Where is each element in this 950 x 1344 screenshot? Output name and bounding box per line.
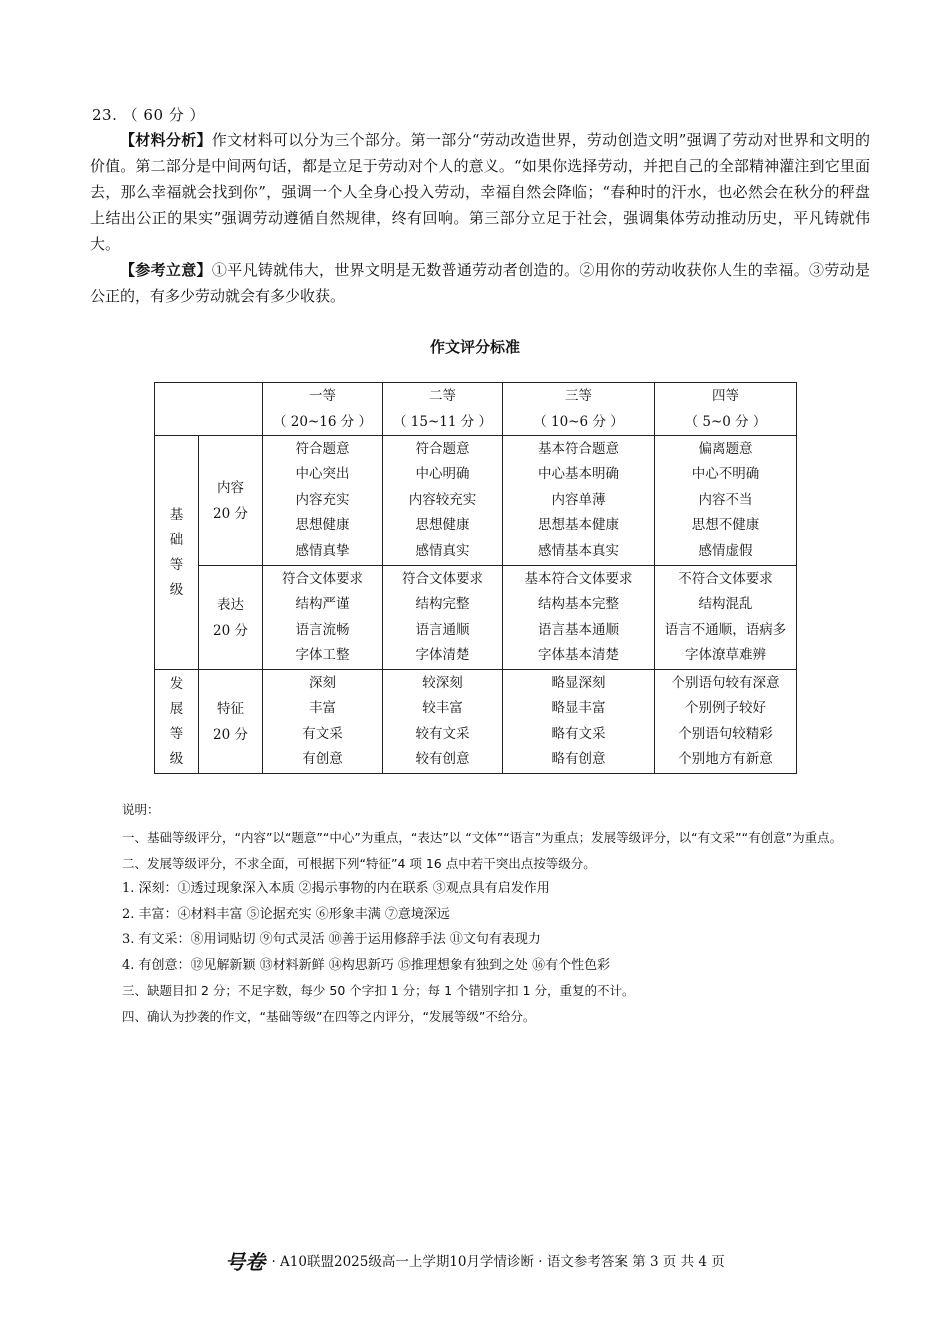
criterion: 中心基本明确 [538, 466, 619, 483]
reference-theme-text: ①平凡铸就伟大，世界文明是无数普通劳动者创造的。②用你的劳动收获你人生的幸福。③劳动是公正的，有多少劳动就会有多少收获。 [90, 261, 870, 305]
criterion: 思想不健康 [691, 517, 760, 534]
criterion: 结构完整 [415, 596, 470, 612]
development-level-label [155, 670, 199, 774]
grade-4-name: 四等 [712, 388, 739, 404]
grade-2-name: 二等 [429, 388, 456, 404]
criterion: 基本符合文体要求 [524, 570, 633, 587]
criterion: 语言不通顺，语病多 [664, 621, 787, 638]
criterion: 略显丰富 [551, 700, 606, 716]
note-4: 四、确认为抄袭的作文，“基础等级”在四等之内评分，“发展等级”不给分。 [122, 1008, 536, 1024]
expression-grade-2 [383, 566, 503, 670]
criterion: 基本符合题意 [538, 440, 619, 457]
criterion: 内容充实 [295, 491, 350, 508]
criterion: 感情真挚 [295, 542, 350, 559]
grading-table [154, 382, 797, 774]
criterion: 字体潦草难辨 [685, 647, 766, 663]
basic-label-char: 等 [169, 556, 184, 573]
criterion: 偏离题意 [698, 440, 753, 457]
content-grade-1 [263, 436, 383, 566]
header-blank-cell [155, 383, 263, 436]
content-points: 20 分 [213, 505, 248, 522]
grade-2-range: （ 15~11 分 ） [392, 414, 493, 430]
expression-row [155, 566, 797, 670]
criterion: 字体清楚 [415, 647, 470, 663]
feature-points: 20 分 [213, 726, 248, 743]
criterion: 个别地方有新意 [678, 751, 773, 767]
note-2-item: 1. 深刻：①透过现象深入本质 ②揭示事物的内在联系 ③观点具有启发作用 [122, 881, 550, 896]
reference-theme [90, 257, 870, 309]
footer-text: · A10联盟2025级高一上学期10月学情诊断 · 语文参考答案 第 3 页 共 4 页 [271, 1254, 725, 1270]
basic-label-char: 级 [169, 581, 184, 598]
note-1: 一、基础等级评分，“内容”以“题意”“中心”为重点，“表达”以 “文体”“语言”为重点；发展等级评分，以“有文采”“有创意”为重点。 [122, 830, 843, 845]
criterion: 感情真实 [415, 542, 470, 559]
criterion: 较丰富 [422, 700, 463, 716]
expression-label: 表达 [217, 596, 244, 613]
criterion: 思想健康 [295, 517, 350, 534]
grade-3-name: 三等 [565, 388, 592, 404]
content-row [155, 436, 797, 566]
criterion: 较有创意 [415, 751, 470, 767]
criterion: 有文采 [302, 725, 343, 742]
note-2: 二、发展等级评分，不求全面，可根据下列“特征”4 项 16 点中若干突出点按等级分。 [122, 855, 596, 871]
grade-3-header [503, 383, 655, 436]
question-heading [92, 104, 205, 125]
criterion: 感情虚假 [698, 542, 753, 559]
content-grade-2 [383, 436, 503, 566]
expression-label-cell [199, 566, 263, 670]
note-2-item: 4. 有创意：⑫见解新颖 ⑬材料新鲜 ⑭构思新巧 ⑮推理想象有独到之处 ⑯有个性色彩 [122, 957, 611, 973]
basic-label-char: 基 [169, 506, 184, 523]
feature-grade-3 [503, 670, 655, 774]
criterion: 结构混乱 [698, 596, 753, 612]
feature-grade-2 [383, 670, 503, 774]
criterion: 字体基本清楚 [538, 647, 619, 663]
criterion: 中心突出 [295, 466, 350, 483]
content-label: 内容 [217, 479, 244, 496]
content-grade-3 [503, 436, 655, 566]
criterion: 语言基本通顺 [538, 621, 619, 638]
criterion: 深刻 [309, 674, 336, 691]
criterion: 结构严谨 [295, 596, 350, 612]
expression-grade-1 [263, 566, 383, 670]
dev-label-char: 级 [169, 750, 184, 767]
feature-label-cell [199, 670, 263, 774]
grade-1-range: （ 20~16 分 ） [272, 414, 373, 430]
table-header-row [155, 383, 797, 436]
feature-row [155, 670, 797, 774]
reference-theme-tag: 【参考立意】 [120, 261, 212, 279]
note-3: 三、缺题目扣 2 分；不足字数，每少 50 个字扣 1 分；每 1 个错别字扣 1 分，重复的不计。 [122, 983, 635, 998]
criterion: 较深刻 [422, 674, 463, 691]
criterion: 思想基本健康 [538, 517, 619, 534]
grade-1-name: 一等 [309, 388, 336, 404]
dev-label-char: 展 [169, 700, 184, 717]
material-analysis-tag: 【材料分析】 [120, 131, 212, 149]
grade-4-range: （ 5~0 分 ） [684, 414, 767, 430]
question-score: （ 60 分 ） [122, 106, 206, 124]
grade-2-header [383, 383, 503, 436]
content-label-cell [199, 436, 263, 566]
page-footer [0, 1246, 950, 1275]
expression-grade-3 [503, 566, 655, 670]
grade-1-header [263, 383, 383, 436]
notes-title: 说明： [122, 802, 160, 817]
feature-label: 特征 [217, 700, 244, 717]
scoring-notes [96, 800, 876, 1029]
note-2-item: 2. 丰富：④材料丰富 ⑤论据充实 ⑥形象丰满 ⑦意境深远 [122, 906, 450, 922]
criterion: 丰富 [309, 700, 336, 716]
criterion: 较有文采 [415, 725, 470, 742]
criterion: 符合题意 [415, 440, 470, 457]
criterion: 个别语句较有深意 [671, 674, 780, 691]
dev-label-char: 发 [169, 675, 184, 692]
criterion: 个别语句较精彩 [678, 725, 773, 742]
table-title: 作文评分标准 [429, 338, 520, 356]
criterion: 感情基本真实 [538, 542, 619, 559]
basic-label-char: 础 [169, 531, 184, 548]
content-grade-4 [655, 436, 797, 566]
expression-grade-4 [655, 566, 797, 670]
dev-label-char: 等 [169, 725, 184, 742]
criterion: 语言流畅 [295, 621, 350, 638]
feature-grade-1 [263, 670, 383, 774]
criterion: 字体工整 [295, 647, 350, 663]
material-analysis [90, 127, 870, 257]
criterion: 内容不当 [698, 491, 753, 508]
brand-logo: 号卷 [225, 1250, 266, 1274]
criterion: 不符合文体要求 [678, 570, 773, 587]
criterion: 内容较充实 [408, 491, 477, 508]
basic-level-label [155, 436, 199, 670]
criterion: 思想健康 [415, 517, 470, 534]
feature-grade-4 [655, 670, 797, 774]
grade-3-range: （ 10~6 分 ） [533, 414, 624, 430]
note-2-item: 3. 有文采：⑧用词贴切 ⑨句式灵活 ⑩善于运用修辞手法 ⑪文句有表现力 [122, 932, 541, 947]
criterion: 结构基本完整 [538, 596, 619, 612]
criterion: 符合题意 [295, 440, 350, 457]
criterion: 中心明确 [415, 466, 470, 483]
criterion: 内容单薄 [551, 491, 606, 508]
criterion: 语言通顺 [415, 621, 470, 638]
criterion: 中心不明确 [691, 466, 760, 483]
criterion: 略有文采 [551, 725, 606, 742]
criterion: 符合文体要求 [282, 570, 363, 587]
expression-points: 20 分 [213, 622, 248, 639]
criterion: 个别例子较好 [685, 700, 766, 716]
material-analysis-text: 作文材料可以分为三个部分。第一部分“劳动改造世界，劳动创造文明”强调了劳动对世界和文明的价值。第二部分是中间两句话，都是立足于劳动对个人的意义。“如果你选择劳动，并把自己的全部精神灌注到它里面去，那么幸福就会找到你”，强调一个人全身心投入劳动，幸福自然会降临；“春种时的汗水，也必然会在秋分的秤盘上结出公正的果实”强调劳动遵循自然规律，终有回响。第三部分立足于社会，强调集体劳动推动历史，平凡铸就伟大。 [90, 131, 870, 253]
question-number: 23. [92, 106, 118, 124]
criterion: 符合文体要求 [402, 570, 483, 587]
criterion: 略显深刻 [551, 674, 606, 691]
grade-4-header [655, 383, 797, 436]
criterion: 略有创意 [551, 751, 606, 767]
criterion: 有创意 [302, 751, 343, 767]
